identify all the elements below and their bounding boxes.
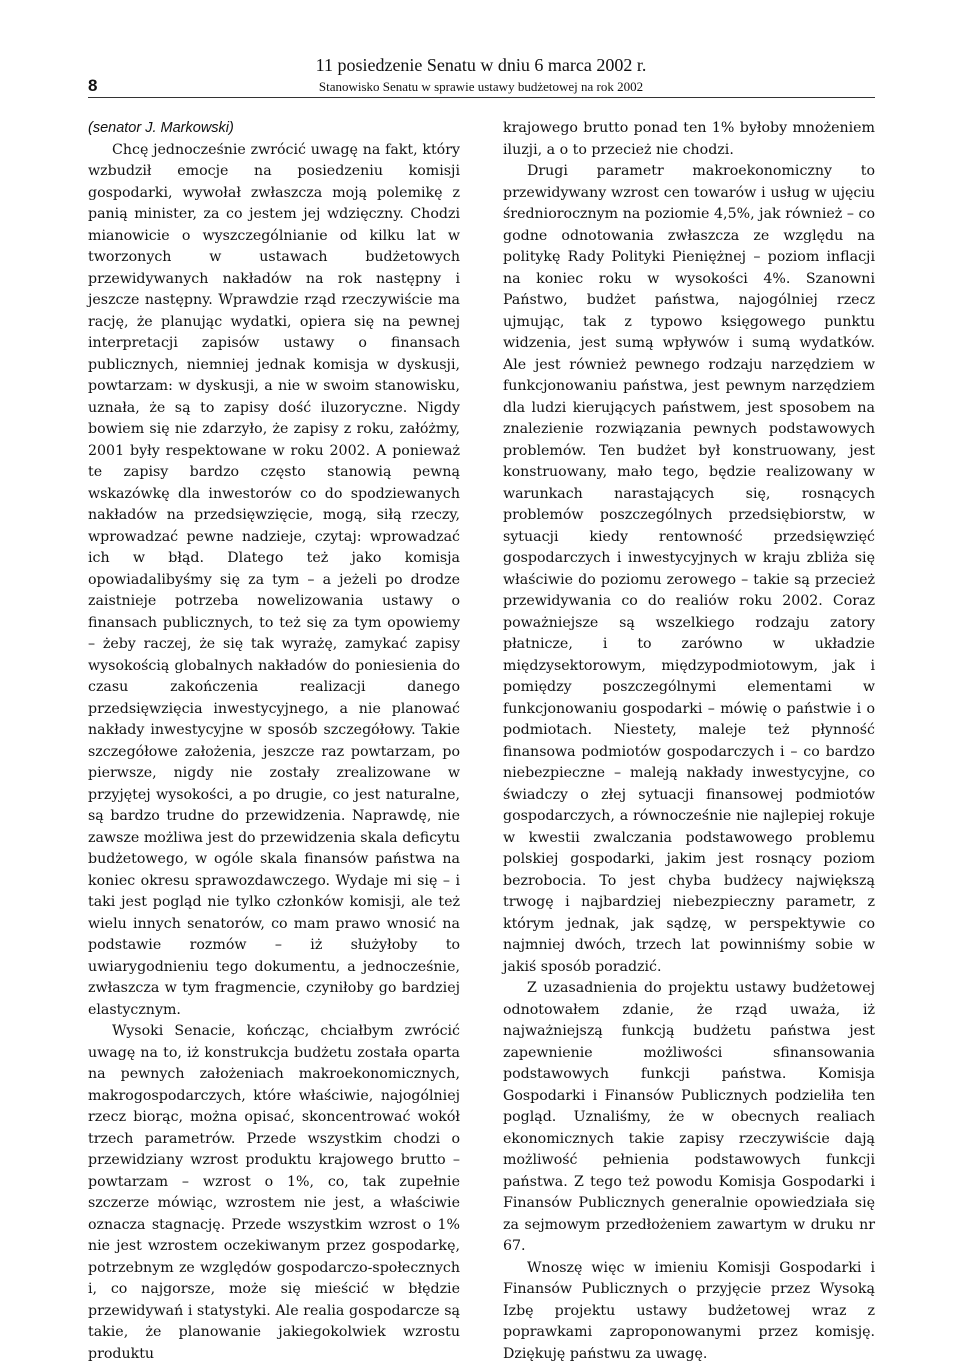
left-column (88, 118, 460, 1365)
right-column (503, 118, 875, 1365)
session-subtitle: Stanowisko Senatu w sprawie ustawy budżetowej na rok 2002 (286, 79, 676, 95)
page-number: 8 (88, 76, 97, 96)
paragraph: Drugi parametr makroekonomiczny to przewidywany wzrost cen towarów i usług w ujęciu średniorocznym na poziomie 4,5%, jak również – co godne odnotowania zwłaszcza ze względu na politykę Rady Polityki Pieniężnej – poziom inflacji na koniec roku w wysokości 4%. Szanowni Państwo, budżet państwa, najogólniej rzecz ujmując, tak z typowo księgowego punktu widzenia, jest sumą wpływów i sumą wydatków. Ale jest również pewnego rodzaju narzędziem w funkcjonowaniu państwa, jest pewnym narzędziem dla ludzi kierujących państwem, jest sposobem na znalezienie rozwiązania pewnych podstawowych problemów. Ten budżet był konstruowany, jest konstruowany, mało tego, będzie realizowany w warunkach narastających się, rosnących problemów poszczególnych przedsiębiorstw, w sytuacji kiedy rentowność przedsięwzięć gospodarczych i inwestycyjnych w kraju zbliża się właściwie do poziomu zerowego – takie są przecież przewidywania co do realiów roku 2002. Coraz poważniejsze są wszelkiego rodzaju zatory płatnicze, i to zarówno w układzie międzysektorowym, międzypodmiotowym, jak i pomiędzy poszczególnymi elementami w funkcjonowaniu gospodarki – mówię o państwie i o podmiotach. Niestety, maleje też płynność finansowa podmiotów gospodarczych i – co bardzo niebezpieczne – maleją nakłady inwestycyjne, co świadczy o złej sytuacji finansowej podmiotów gospodarczych, a równocześnie nie najlepiej rokuje w kwestii zwalczania podstawowego problemu polskiej gospodarki, jakim jest rosnący poziom bezrobocia. To jest chyba budżecy największą trwogę i najbardziej niebezpieczny parametr, z którym jednak, jak sądzę, w perspektywie co najmniej dwóch, trzech lat powinniśmy sobie w jakiś sposób poradzić. (503, 161, 875, 978)
paragraph: Wysoki Senacie, kończąc, chciałbym zwrócić uwagę na to, iż konstrukcja budżetu została oparta na pewnych założeniach makroekonomicznych, makrogospodarczych, które właściwie, najogólniej rzecz biorąc, można opisać, skoncentrować wokół trzech parametrów. Przede wszystkim chodzi o przewidziany wzrost produktu krajowego brutto – powtarzam – wzrost o 1%, co, tak zupełnie szczerze mówiąc, wzrostem nie jest, a właściwie oznacza stagnację. Przede wszystkim wzrost o 1% nie jest wzrostem oczekiwanym przez gospodarkę, potrzebnym ze względów gospodarczo-społecznych i, co najgorsze, może się mieścić w błędzie przewidywań i statystyki. Ale realia gospodarcze są takie, że planowanie jakiegokolwiek wzrostu produktu (88, 1021, 460, 1365)
header-rule (88, 97, 875, 98)
speaker-attribution: (senator J. Markowski) (88, 118, 460, 140)
paragraph: Chcę jednocześnie zwrócić uwagę na fakt, który wzbudził emocje na posiedzeniu komisji gospodarki, wywołał zwłaszcza moją polemikę z panią minister, za co jestem jej wdzięczny. Chodzi mianowicie o wyszczególnianie od kilku lat w tworzonych w ustawach budżetowych przewidywanych nakładów na rok następny i jeszcze następny. Wprawdzie rząd rzeczywiście ma rację, że planując wydatki, opiera się na pewnej interpretacji zapisów ustawy o finansach publicznych, niemniej jednak komisja w dyskusji, powtarzam: w dyskusji, a nie w swoim stanowisku, uznała, że są to zapisy dość iluzoryczne. Nigdy bowiem się nie zdarzyło, że zapisy z roku, załóżmy, 2001 były respektowane w roku 2002. A ponieważ te zapisy bardzo często stanowią pewną wskazówkę dla inwestorów co do spodziewanych nakładów na przedsięwzięcie, mogą, siłą rzeczy, wprowadzać pewne nadzieje, czytaj: wprowadzać ich w błąd. Dlatego też jako komisja opowiadalibyśmy się za tym – a jeżeli po drodze zaistnieje potrzeba nowelizowania ustawy o finansach publicznych, to też się za tym opowiemy – żeby raczej, że się tak wyrażę, zamykać zapisy wysokością globalnych nakładów do poniesienia do czasu zakończenia realizacji danego przedsięwzięcia inwestycyjnego, a nie planować nakłady inwestycyjne w sposób szczegółowy. Takie szczegółowe założenia, jeszcze raz powtarzam, po pierwsze, nigdy nie zostały zrealizowane w przyjętej wysokości, a po drugie, co jest naturalne, są bardzo trudne do przewidzenia. Naprawdę, nie zawsze możliwa jest do przewidzenia skala deficytu budżetowego, w ogóle skala finansów państwa na koniec okresu sprawozdawczego. Wydaje mi się – i taki jest pogląd nie tylko członków komisji, ale też wielu innych senatorów, co mam prawo wnosić na podstawie rozmów – iż służyłoby to uwiarygodnieniu tego dokumentu, a jednocześnie, zwłaszcza w tym fragmencie, czyniłoby go bardziej elastycznym. (88, 140, 460, 1022)
paragraph: Z uzasadnienia do projektu ustawy budżetowej odnotowałem zdanie, że rząd uważa, iż najważniejszą funkcją budżetu państwa jest zapewnienie możliwości sfinansowania podstawowych funkcji państwa. Komisja Gospodarki i Finansów Publicznych podzieliła ten pogląd. Uznaliśmy, że w obecnych realiach ekonomicznych takie zapisy rzeczywiście dają możliwość pełnienia podstawowych funkcji państwa. Z tego też powodu Komisja Gospodarki i Finansów Publicznych generalnie opowiedziała się za sejmowym przedłożeniem zawartym w druku nr 67. (503, 978, 875, 1258)
paragraph: krajowego brutto ponad ten 1% byłoby mnożeniem iluzji, a o to przecież nie chodzi. (503, 118, 875, 161)
paragraph: Wnoszę więc w imieniu Komisji Gospodarki i Finansów Publicznych o przyjęcie przez Wysoką Izbę projektu ustawy budżetowej wraz z poprawkami zaproponowanymi przez komisję. Dziękuję państwu za uwagę. (503, 1258, 875, 1365)
session-title: 11 posiedzenie Senatu w dniu 6 marca 2002 r. (286, 55, 676, 76)
